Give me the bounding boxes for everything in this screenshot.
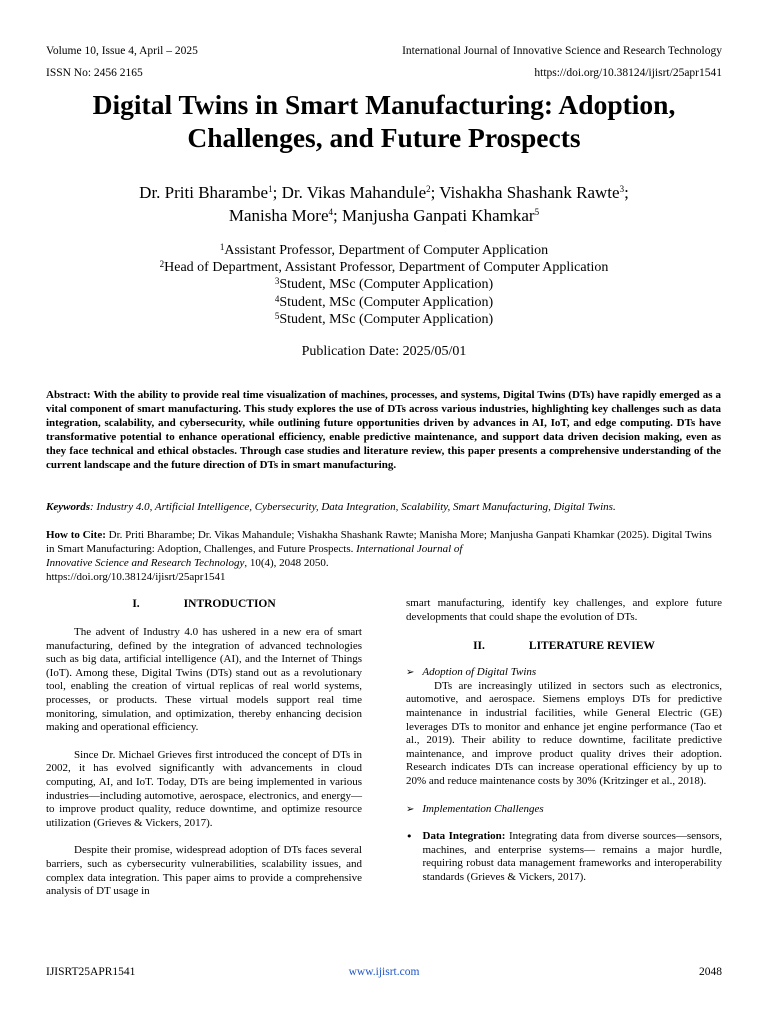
author-line-2 bbox=[40, 204, 728, 227]
intro-paragraph-3: Despite their promise, widespread adoption of DTs faces several barriers, such as cybersecurity vulnerabilities, scalability issues, and complex data integration. This paper aims to provide a comprehensive analysis of DT usage in bbox=[46, 844, 362, 898]
arrow-bullet-icon: ➢ bbox=[406, 667, 415, 679]
subsection-challenges bbox=[406, 803, 722, 817]
keywords-text: : Industry 4.0, Artificial Intelligence, Cybersecurity, Data Integration, Scalability, Smart Manufacturing, Digital Twins. bbox=[90, 501, 616, 513]
affiliation-sup: 5 bbox=[274, 310, 280, 321]
citation-doi-link[interactable]: https://doi.org/10.38124/ijisrt/25apr1541 bbox=[46, 570, 226, 583]
footer-paper-id: IJISRT25APR1541 bbox=[46, 966, 136, 978]
affiliation-sup: 1 bbox=[219, 242, 225, 252]
right-column bbox=[406, 597, 722, 885]
affiliation-text: Head of Department, Assistant Professor, Department of Computer Application bbox=[164, 260, 609, 276]
arrow-bullet-icon: ➢ bbox=[406, 803, 415, 815]
list-item-data-integration bbox=[406, 830, 722, 884]
affiliation-text: Assistant Professor, Department of Computer Application bbox=[224, 243, 549, 258]
affiliation-list bbox=[40, 242, 728, 328]
footer-website-link[interactable]: www.ijisrt.com bbox=[348, 966, 420, 978]
bullet-text: Integrating data from diverse sources—sensors, machines, and enterprise systems— remains a major hurdle, requiring robust data management frameworks and interoperability standards (Grieves & Vickers, 2017). bbox=[422, 830, 722, 883]
volume-info: Volume 10, Issue 4, April – 2025 bbox=[46, 45, 198, 57]
author-list bbox=[40, 181, 728, 227]
subsection-title: Implementation Challenges bbox=[422, 802, 544, 815]
title-line-1: Digital Twins in Smart Manufacturing: Adoption, bbox=[92, 89, 676, 120]
bullet-label: Data Integration: bbox=[422, 830, 506, 843]
subsection-adoption bbox=[406, 666, 722, 680]
subsection-title: Adoption of Digital Twins bbox=[422, 666, 537, 679]
author-sep: ; bbox=[272, 183, 282, 202]
journal-name: International Journal of Innovative Science and Research Technology bbox=[402, 45, 722, 57]
keywords-label: Keywords bbox=[46, 501, 90, 513]
section-title: INTRODUCTION bbox=[183, 598, 276, 610]
list-item-text bbox=[423, 830, 723, 884]
affiliation bbox=[40, 294, 728, 311]
affiliation bbox=[40, 242, 728, 259]
author-sup: 2 bbox=[426, 184, 431, 194]
affiliation-sup: 3 bbox=[274, 276, 280, 287]
abstract-text: With the ability to provide real time visualization of machines, processes, and systems, Digital Twins (DTs) have rapidly emerged as a vital component of smart manufacturing. This study explores the use of DTs across various industries, highlighting key challenges such as data integration, scalability, and cybersecurity, while outlining future opportunities driven by advances in AI, IoT, and edge computing. DTs have transformative potential to enhance operational efficiency, enable predictive maintenance, and support data driven decision making, even as they face technical and ethical obstacles. Through case studies and literature review, this paper presents a comprehensive understanding of the current landscape and the future direction of DTs in smart manufacturing. bbox=[46, 389, 721, 471]
citation-journal: International Journal of bbox=[356, 542, 463, 555]
affiliation-text: Student, MSc (Computer Application) bbox=[279, 294, 494, 310]
author-sep: ; bbox=[333, 206, 342, 225]
author-sep: ; bbox=[430, 183, 440, 202]
header-doi-link[interactable]: https://doi.org/10.38124/ijisrt/25apr1541 bbox=[534, 67, 722, 79]
author-name: Dr. Vikas Mahandule bbox=[281, 183, 427, 202]
citation-journal-cont: Innovative Science and Research Technology bbox=[46, 556, 245, 569]
intro-continuation: smart manufacturing, identify key challenges, and explore future developments that could shape the evolution of DTs. bbox=[406, 597, 722, 623]
section-heading-literature-review bbox=[406, 639, 722, 653]
author-sep: ; bbox=[624, 183, 629, 202]
left-column bbox=[46, 597, 362, 899]
adoption-paragraph: DTs are increasingly utilized in sectors such as electronics, automotive, and aerospace. Siemens employs DTs for predictive maintenance in industrial facilities, while General Electric (GE) leverages DTs to monitor and enhance jet engine performance (Tao et al., 2019). Their ability to reduce downtime, facilitate predictive maintenance, and improve product quality drives their adoption. Research indicates DTs can increase operational efficiency by up to 20% and reduce maintenance costs by 30% (Kritzinger et al., 2018). bbox=[406, 679, 722, 787]
affiliation bbox=[40, 311, 728, 328]
section-title: LITERATURE REVIEW bbox=[528, 640, 655, 653]
affiliation-text: Student, MSc (Computer Application) bbox=[279, 277, 494, 293]
intro-paragraph-1: The advent of Industry 4.0 has ushered in a new era of smart manufacturing, defined by the integration of advanced technologies such as big data, artificial intelligence (AI), and the Internet of Things (IoT). Among these, Digital Twins (DTs) stand out as a revolutionary tool, enabling the creation of virtual replicas of real world systems, processes, or products. These virtual models support real time monitoring, simulation, and optimization, thereby enhancing decision making and operational efficiency. bbox=[46, 626, 362, 734]
author-sup: 3 bbox=[619, 184, 625, 194]
affiliation-text: Student, MSc (Computer Application) bbox=[279, 311, 494, 327]
citation-volume: , 10(4), 2048 2050. bbox=[244, 556, 329, 569]
author-name: Manjusha Ganpati Khamkar bbox=[341, 206, 535, 225]
author-sup: 5 bbox=[534, 207, 540, 217]
affiliation bbox=[40, 259, 728, 276]
title-line-2: Challenges, and Future Prospects bbox=[187, 122, 581, 153]
keywords bbox=[46, 500, 721, 514]
abstract bbox=[46, 389, 721, 472]
intro-paragraph-2: Since Dr. Michael Grieves first introduced the concept of DTs in 2002, it has evolved significantly with advancements in cloud computing, AI, and IoT. Today, DTs are being implemented in various industries—including automotive, aerospace, electronics, and energy—to improve product quality, reduce downtime, and optimize resource utilization (Grieves & Vickers, 2017). bbox=[46, 748, 362, 829]
author-line-1 bbox=[40, 181, 728, 204]
how-to-cite bbox=[46, 529, 721, 585]
section-number: II. bbox=[473, 640, 485, 653]
publication-date: Publication Date: 2025/05/01 bbox=[301, 344, 467, 359]
issn: ISSN No: 2456 2165 bbox=[46, 67, 143, 79]
author-sup: 1 bbox=[268, 184, 273, 194]
abstract-label: Abstract: bbox=[46, 389, 91, 401]
author-name: Manisha More bbox=[228, 206, 329, 225]
affiliation-sup: 4 bbox=[274, 293, 280, 304]
section-heading-introduction bbox=[46, 597, 362, 611]
bullet-dot-icon: • bbox=[406, 830, 413, 844]
page-number: 2048 bbox=[699, 966, 722, 978]
citation-text: Dr. Priti Bharambe; Dr. Vikas Mahandule; Vishakha Shashank Rawte; Manisha More; Manjusha Ganpati Khamkar (2025). Digital Twins in Smart Manufacturing: Adoption, Challenges, and Future Prospects. bbox=[46, 529, 712, 555]
affiliation-sup: 2 bbox=[159, 259, 165, 270]
author-name: Dr. Priti Bharambe bbox=[139, 183, 269, 202]
author-sup: 4 bbox=[328, 207, 333, 217]
how-to-cite-label: How to Cite: bbox=[46, 529, 106, 541]
paper-title bbox=[40, 88, 728, 154]
affiliation bbox=[40, 276, 728, 293]
section-number: I. bbox=[132, 598, 140, 610]
author-name: Vishakha Shashank Rawte bbox=[439, 183, 620, 202]
